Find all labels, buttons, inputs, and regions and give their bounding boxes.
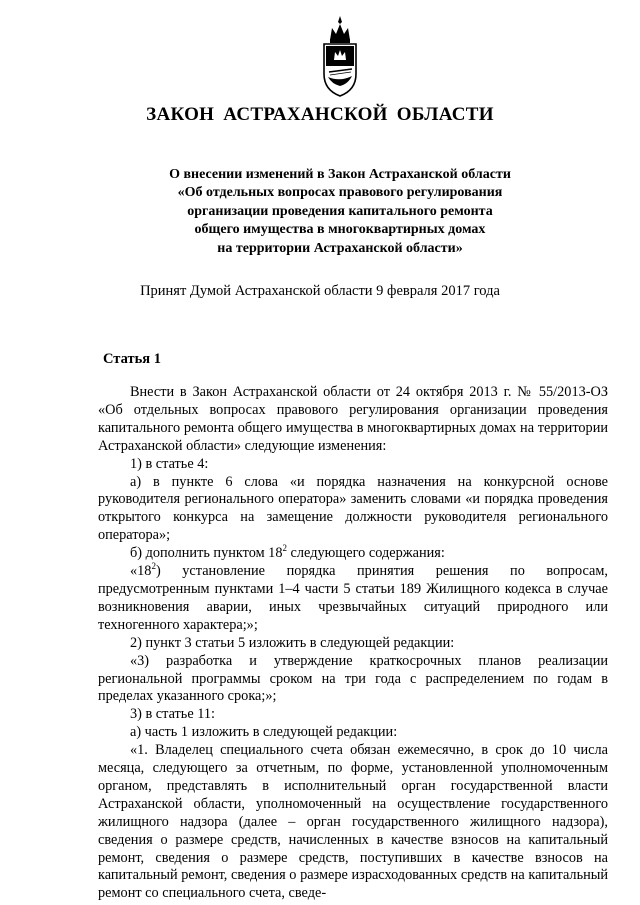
subtitle-line: организации проведения капитального ремонта [187, 203, 493, 219]
paragraph: «3) разработка и утверждение краткосрочных планов реализации региональной программы сроком на три года с распределением по годам в пределах указанного срока;»; [98, 652, 608, 705]
paragraph: «1. Владелец специального счета обязан ежемесячно, в срок до 10 числа месяца, следующего за отчетным, по форме, установленной уполномоченным органом, представлять в исполнительный орган государственной власти Астраханской области, уполномоченный на осуществление государственного жилищного надзора (далее – орган государственного жилищного надзора), сведения о размере средств, начисленных в качестве взносов на капитальный ремонт, сведения о размере средств, поступивших в качестве взносов на капитальный ремонт, сведения о размере израсходованных средств на капитальный ремонт со специального счета, сведе- [98, 742, 608, 902]
paragraph: 3) в статье 11: [130, 706, 215, 723]
paragraph: а) в пункте 6 слова «и порядка назначения на конкурсной основе руководителя регионального оператора» заменить словами «и порядка проведения открытого конкурса на замещение должности руководителя регионального оператора»; [98, 473, 608, 544]
paragraph: а) часть 1 изложить в следующей редакции: [130, 724, 398, 741]
paragraph: Внести в Закон Астраханской области от 24 октября 2013 г. № 55/2013-ОЗ «Об отдельных вопросах правового регулирования организации проведения капитального ремонта общего имущества в многоквартирных домах на территории Астраханской области» следующие изменения: [98, 384, 608, 454]
paragraph-text: следующего содержания: [286, 545, 445, 562]
paragraph-text: б) дополнить пунктом 18 [130, 545, 283, 562]
paragraph [98, 563, 608, 635]
subtitle-line: на территории Астраханской области» [217, 240, 463, 256]
law-subtitle [120, 166, 560, 258]
subtitle-line: общего имущества в многоквартирных домах [194, 222, 486, 238]
subtitle-line: «Об отдельных вопросах правового регулирования [177, 185, 503, 201]
superscript: 2 [151, 561, 156, 572]
paragraph [98, 545, 608, 563]
law-title: ЗАКОН АСТРАХАНСКОЙ ОБЛАСТИ [146, 104, 494, 125]
paragraph: 1) в статье 4: [130, 455, 209, 472]
paragraph: 2) пункт 3 статьи 5 изложить в следующей редакции: [130, 634, 455, 651]
paragraph-text: ) установление порядка принятия решения по вопросам, предусмотренным пунктами 1–4 части 5 статьи 189 Жилищного кодекса в случае возникновения аварии, иных чрезвычайных ситуаций природного или техногенного характера;»; [98, 563, 608, 633]
superscript: 2 [282, 543, 287, 554]
article-heading: Статья 1 [103, 351, 161, 367]
astrakhan-coat-of-arms-icon [318, 14, 362, 98]
article-body [98, 384, 608, 903]
paragraph-text: «18 [130, 563, 152, 580]
adoption-note: Принят Думой Астраханской области 9 февраля 2017 года [140, 283, 500, 299]
subtitle-line: О внесении изменений в Закон Астраханской области [169, 167, 511, 182]
